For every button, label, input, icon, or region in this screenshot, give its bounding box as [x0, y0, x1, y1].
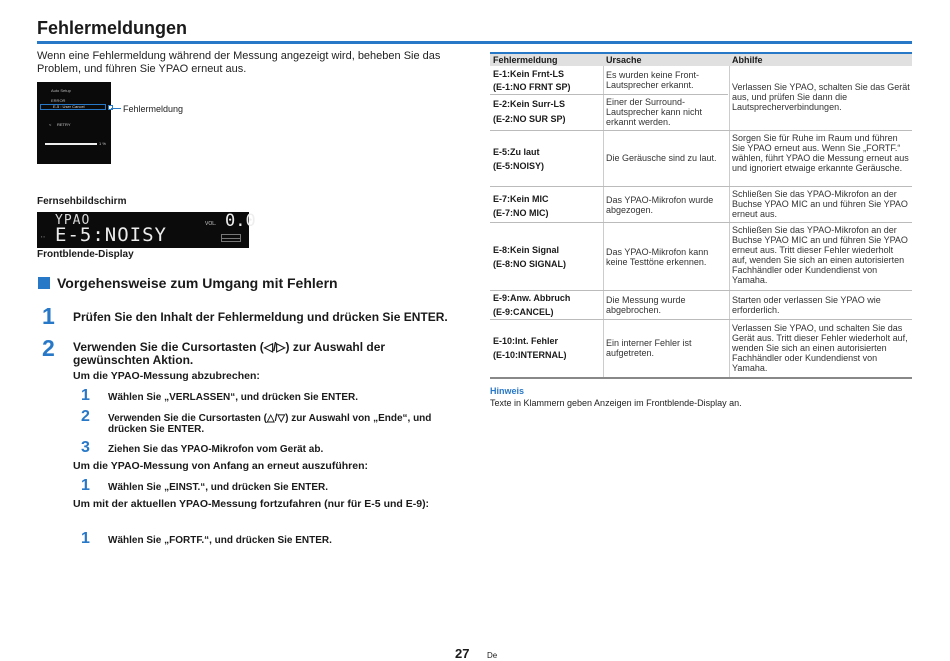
error-table: [490, 52, 912, 66]
intro-text: Wenn eine Fehlermeldung während der Messung angezeigt wird, beheben Sie das Problem, und führen Sie YPAO erneut aus.: [37, 50, 441, 75]
note-text: Texte in Klammern geben Anzeigen im Frontblende-Display an.: [490, 398, 742, 408]
exit-step-2-text: Verwenden Sie die Cursortasten (△/▽) zur Auswahl von „Ende“, und drücken Sie ENTER.: [108, 413, 432, 435]
exit-step-3-number: 3: [81, 439, 90, 456]
row-7-remedy: Verlassen Sie YPAO, und schalten Sie das Gerät aus. Tritt dieser Fehler wiederholt auf, wenden Sie sich an einen autorisierten Fachhändler oder Kundendienst von Yamaha.: [732, 323, 908, 373]
callout-label: Fehlermeldung: [123, 104, 184, 114]
continue-step-1-text: Wählen Sie „FORTF.“, und drücken Sie ENTER.: [108, 535, 332, 546]
row-6-cause: Die Messung wurde abgebrochen.: [606, 295, 686, 315]
row-5-code: E-8:Kein Signal: [493, 245, 560, 255]
tv-line-error: ERROR: [51, 98, 66, 103]
row-divider: [490, 222, 912, 223]
row-6-code: E-9:Anw. Abbruch: [493, 293, 571, 303]
front-display-indicator-dots: ▪ ▪: [41, 234, 45, 239]
exit-step-3-text: Ziehen Sie das YPAO-Mikrofon vom Gerät ab.: [108, 444, 324, 455]
callout-line: [111, 108, 121, 109]
front-display-vol-value: 0.0: [225, 211, 256, 231]
table-header-row: [490, 54, 912, 66]
row-3-code-display: (E-5:NOISY): [493, 161, 545, 171]
row-2-code: E-2:Kein Surr-LS: [493, 99, 566, 109]
page-title: Fehlermeldungen: [37, 18, 188, 38]
row-6-code-display: (E-9:CANCEL): [493, 307, 554, 317]
continue-heading: Um mit der aktuellen YPAO-Messung fortzufahren (nur für E-5 und E-9):: [73, 498, 430, 510]
section-square-icon: [38, 277, 50, 289]
row-3-remedy: Sorgen Sie für Ruhe im Raum und führen Sie YPAO erneut aus. Wenn Sie „FORTF.“ wählen, führt YPAO die Messung erneut aus und ignoriert etwaige erkannte Geräusche.: [732, 133, 909, 173]
tv-retry-label: RETRY: [57, 122, 71, 127]
restart-step-1-number: 1: [81, 477, 90, 494]
front-display-illustration: [37, 211, 256, 248]
front-display-ypao: YPAO: [55, 213, 91, 228]
front-display-indicator-divider: [221, 238, 241, 239]
row-7-code-display: (E-10:INTERNAL): [493, 350, 567, 360]
row-1-code: E-1:Kein Frnt-LS: [493, 69, 564, 79]
row-4-code-display: (E-7:NO MIC): [493, 208, 549, 218]
table-header-remedy: Abhilfe: [732, 55, 763, 65]
row-2-code-display: (E-2:NO SUR SP): [493, 114, 566, 124]
row-5-code-display: (E-8:NO SIGNAL): [493, 259, 566, 269]
exit-heading: Um die YPAO-Messung abzubrechen:: [73, 370, 260, 382]
page-number: 27: [455, 646, 470, 661]
restart-heading: Um die YPAO-Messung von Anfang an erneut auszuführen:: [73, 460, 368, 472]
tv-error-message-bar: E-5 : User Cancel: [40, 104, 106, 110]
title-rule: [37, 41, 912, 44]
row-7-code: E-10:Int. Fehler: [493, 336, 559, 346]
step-1-text: Prüfen Sie den Inhalt der Fehlermeldung und drücken Sie ENTER.: [73, 310, 448, 324]
front-display-vol-label: VOL.: [205, 221, 217, 227]
step-1-number: 1: [42, 303, 55, 329]
section-title: Vorgehensweise zum Umgang mit Fehlern: [57, 275, 338, 291]
row-4-code: E-7:Kein MIC: [493, 194, 549, 204]
exit-step-1-number: 1: [81, 387, 90, 404]
row-2-cause: Einer der Surround-Lautsprecher kann nicht erkannt werden.: [606, 97, 703, 127]
row-1-code-display: (E-1:NO FRNT SP): [493, 82, 571, 92]
row-divider: [490, 319, 912, 320]
front-display-error: E-5:NOISY: [55, 224, 167, 246]
row-3-code: E-5:Zu laut: [493, 147, 540, 157]
restart-step-1-text: Wählen Sie „EINST.“, und drücken Sie ENTER.: [108, 482, 329, 493]
table-header-cause: Ursache: [606, 55, 642, 65]
front-display-caption: Frontblende-Display: [37, 249, 134, 260]
language-code: De: [487, 651, 498, 660]
tv-arrow-left: <: [49, 122, 52, 127]
row-4-cause: Das YPAO-Mikrofon wurde abgezogen.: [606, 195, 714, 215]
step-2-text: Verwenden Sie die Cursortasten (◁/▷) zur Auswahl der gewünschten Aktion.: [73, 340, 386, 367]
continue-step-1-number: 1: [81, 530, 90, 547]
row-1-2-remedy: Verlassen Sie YPAO, schalten Sie das Gerät aus, und prüfen Sie dann die Lautsprecherverbindungen.: [732, 82, 910, 112]
table-header-code: Fehlermeldung: [493, 55, 558, 65]
tv-screen-caption: Fernsehbildschirm: [37, 196, 127, 207]
tv-progress-percent: 1 %: [99, 141, 106, 146]
row-4-remedy: Schließen Sie das YPAO-Mikrofon an der Buchse YPAO MIC an und führen Sie YPAO erneut aus.: [732, 189, 908, 219]
row-7-cause: Ein interner Fehler ist aufgetreten.: [606, 338, 692, 358]
step-2-number: 2: [42, 335, 55, 361]
row-1-cause: Es wurden keine Front-Lautsprecher erkannt.: [606, 70, 700, 90]
row-divider: [490, 130, 912, 131]
row-divider: [490, 94, 728, 95]
row-6-remedy: Starten oder verlassen Sie YPAO wie erforderlich.: [732, 295, 881, 315]
tv-progress-line: [45, 143, 97, 145]
row-3-cause: Die Geräusche sind zu laut.: [606, 153, 717, 163]
tv-screen-illustration: [37, 82, 111, 164]
exit-step-2-number: 2: [81, 408, 90, 425]
row-5-remedy: Schließen Sie das YPAO-Mikrofon an der Buchse YPAO MIC an und führen Sie YPAO erneut aus. Tritt dieser Fehler wiederholt auf, wenden Sie sich an einen autorisierten Fachhändler oder Kundendienst von Yamaha.: [732, 225, 908, 285]
note-title: Hinweis: [490, 386, 525, 396]
table-bottom-rule: [490, 377, 912, 379]
tv-line-auto-setup: Auto Setup: [51, 88, 71, 93]
row-5-cause: Das YPAO-Mikrofon kann keine Testtöne erkennen.: [606, 247, 709, 267]
exit-step-1-text: Wählen Sie „VERLASSEN“, und drücken Sie ENTER.: [108, 392, 359, 403]
row-divider: [490, 186, 912, 187]
